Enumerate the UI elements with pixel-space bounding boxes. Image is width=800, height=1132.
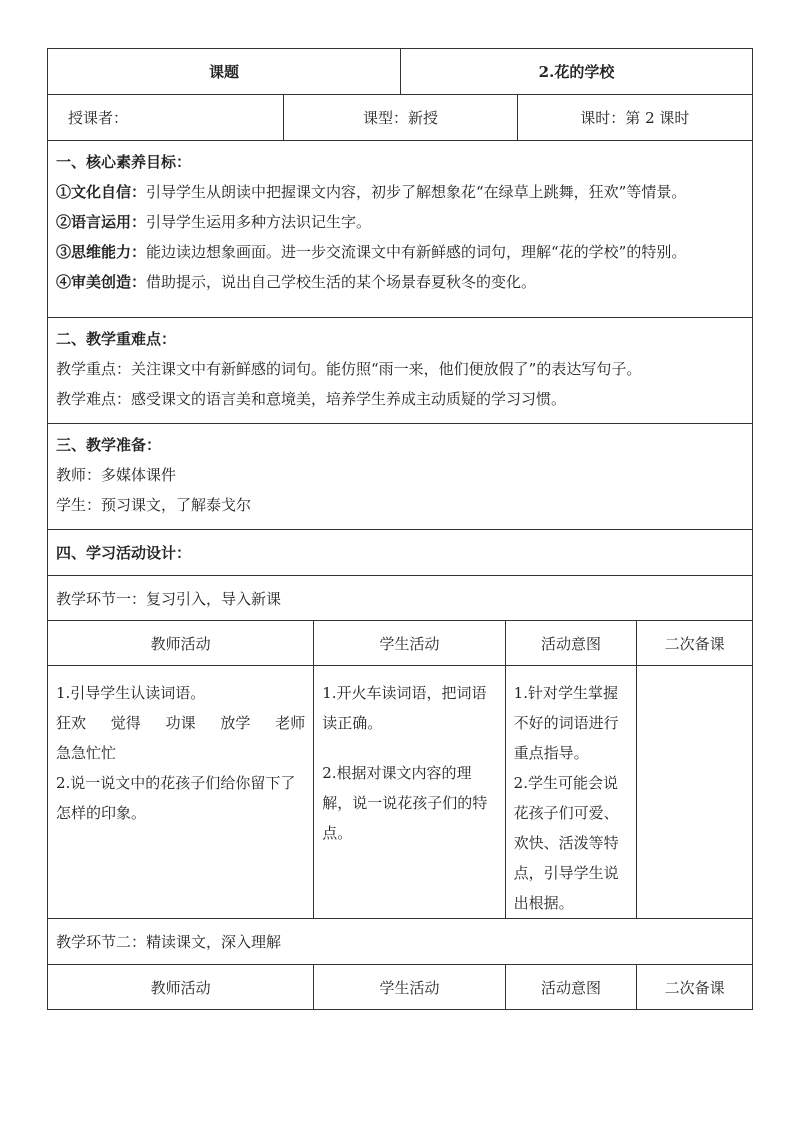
lesson-period: 课时：第 2 课时 xyxy=(517,95,752,140)
prep-heading: 三、教学准备： xyxy=(56,436,162,454)
goals-heading: 一、核心素养目标： xyxy=(56,153,192,171)
prep-teacher: 教师：多媒体课件 xyxy=(56,466,177,484)
goal-text: 引导学生运用多种方法识记生字。 xyxy=(146,213,372,231)
spacer xyxy=(322,738,496,758)
design-heading: 四、学习活动设计： xyxy=(56,544,192,562)
student-activity-item: 1.开火车读词语，把词语读正确。 xyxy=(322,684,487,732)
goal-label: ④审美创造： xyxy=(56,273,147,291)
prep-section xyxy=(47,424,753,530)
revision-cell xyxy=(636,666,752,918)
teacher-activity-cell xyxy=(48,666,313,918)
col-student-activity: 学生活动 xyxy=(313,965,504,1009)
goals-section xyxy=(47,141,753,318)
vocabulary-list xyxy=(56,708,305,738)
stage2-header-row xyxy=(47,965,753,1010)
goal-item xyxy=(56,207,744,237)
col-student-activity: 学生活动 xyxy=(313,621,504,665)
teacher-activity-line: 1.引导学生认读词语。 xyxy=(56,684,206,702)
vocab-word: 觉得 xyxy=(110,714,141,732)
meta-row xyxy=(47,95,753,141)
goal-item xyxy=(56,267,744,297)
vocab-word: 狂欢 xyxy=(56,714,87,732)
goal-label: ③思维能力： xyxy=(56,243,147,261)
teaching-difficulty: 教学难点：感受课文的语言美和意境美，培养学生养成主动质疑的学习习惯。 xyxy=(56,390,567,408)
vocab-word: 功课 xyxy=(165,714,196,732)
intent-cell xyxy=(505,666,637,918)
teacher-name-field: 授课者： xyxy=(68,109,129,127)
title-row xyxy=(47,48,753,95)
goal-item xyxy=(56,177,744,207)
stage1-content-row xyxy=(47,666,753,919)
col-teacher-activity: 教师活动 xyxy=(150,634,211,653)
stage2-title-row xyxy=(47,919,753,965)
col-revision: 二次备课 xyxy=(636,621,752,665)
vocab-word: 放学 xyxy=(220,714,251,732)
intent-item: 1.针对学生掌握不好的词语进行重点指导。 xyxy=(513,684,619,762)
key-points-heading: 二、教学重难点： xyxy=(56,330,177,348)
vocab-word: 老师 xyxy=(275,714,306,732)
teaching-focus: 教学重点：关注课文中有新鲜感的词句。能仿照“雨一来，他们便放假了”的表达写句子。 xyxy=(56,360,642,378)
goal-label: ②语言运用： xyxy=(56,213,147,231)
lesson-plan-table xyxy=(47,48,753,1010)
key-points-section xyxy=(47,318,753,424)
goal-item xyxy=(56,237,744,267)
goal-label: ①文化自信： xyxy=(56,183,147,201)
stage1-title-row xyxy=(47,576,753,621)
col-intent: 活动意图 xyxy=(505,965,637,1009)
stage2-title: 教学环节二：精读课文，深入理解 xyxy=(56,933,282,951)
goals-content xyxy=(48,141,752,317)
goal-text: 借助提示，说出自己学校生活的某个场景春夏秋冬的变化。 xyxy=(146,273,537,291)
lesson-title: 2.花的学校 xyxy=(400,49,752,94)
goal-text: 引导学生从朗读中把握课文内容，初步了解想象花“在绿草上跳舞，狂欢”等情景。 xyxy=(146,183,687,201)
student-activity-cell xyxy=(313,666,504,918)
teacher-activity-line: 2.说一说文中的花孩子们给你留下了怎样的印象。 xyxy=(56,774,296,822)
intent-item: 2.学生可能会说花孩子们可爱、欢快、活泼等特点，引导学生说出根据。 xyxy=(513,774,619,912)
col-intent: 活动意图 xyxy=(505,621,637,665)
stage1-title: 教学环节一：复习引入，导入新课 xyxy=(56,589,282,608)
lesson-type: 课型：新授 xyxy=(283,95,516,140)
title-label: 课题 xyxy=(208,63,239,81)
prep-content xyxy=(48,424,752,529)
stage1-header-row xyxy=(47,621,753,666)
key-points-content xyxy=(48,318,752,423)
col-teacher-activity: 教师活动 xyxy=(150,978,211,997)
design-heading-row xyxy=(47,530,753,576)
col-revision: 二次备课 xyxy=(636,965,752,1009)
vocab-word: 急急忙忙 xyxy=(56,744,117,762)
student-activity-item: 2.根据对课文内容的理解，说一说花孩子们的特点。 xyxy=(322,764,488,842)
goal-text: 能边读边想象画面。进一步交流课文中有新鲜感的词句，理解“花的学校”的特别。 xyxy=(146,243,687,261)
prep-student: 学生：预习课文，了解泰戈尔 xyxy=(56,496,252,514)
